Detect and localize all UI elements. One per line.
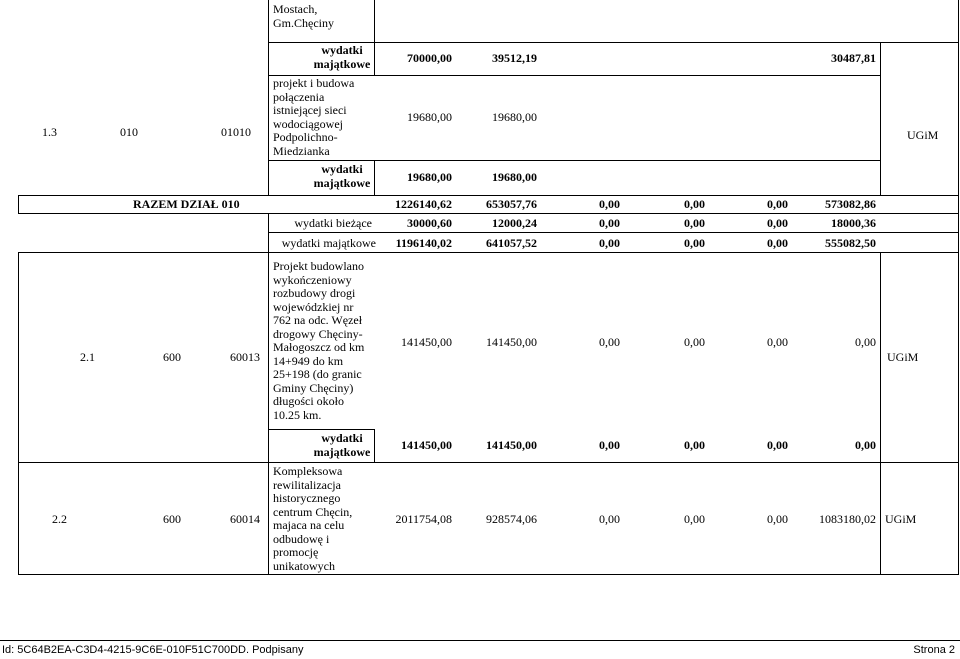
- value-cell: 141450,00: [401, 438, 452, 452]
- value-cell: 0,00: [767, 438, 788, 452]
- task-description: projekt i budowa połączenia istniejącej sieci wodociągowej Podpolichno-Miedzianka: [273, 76, 355, 158]
- value-cell: 0,00: [599, 236, 620, 250]
- wydatki-majatkowe-label: wydatki majątkowe: [313, 162, 371, 190]
- wydatki-majatkowe-label: wydatki majątkowe: [313, 431, 371, 459]
- value-cell: 12000,24: [492, 216, 537, 230]
- value-cell: 141450,00: [486, 438, 537, 452]
- value-cell: 19680,00: [492, 170, 537, 184]
- value-cell: 1226140,62: [395, 197, 452, 211]
- footer-page: Strona 2: [913, 644, 955, 656]
- value-cell: 0,00: [855, 335, 876, 349]
- value-cell: 0,00: [599, 216, 620, 230]
- value-cell: 0,00: [684, 197, 705, 211]
- value-cell: 19680,00: [407, 110, 452, 124]
- value-cell: 19680,00: [407, 170, 452, 184]
- dzial-cell: 600: [163, 350, 181, 364]
- value-cell: 0,00: [767, 197, 788, 211]
- dzial-cell: 600: [163, 512, 181, 526]
- value-cell: 18000,36: [831, 216, 876, 230]
- value-cell: 0,00: [684, 438, 705, 452]
- wydatki-biezace-label: wydatki bieżące: [294, 216, 372, 230]
- value-cell: 141450,00: [486, 335, 537, 349]
- value-cell: 0,00: [684, 236, 705, 250]
- value-cell: 0,00: [599, 438, 620, 452]
- task-description: Kompleksowa rewilitalizacja historycznego centrum Chęcin, majaca na celu odbudowę i promocję unikatowych: [273, 464, 353, 573]
- value-cell: 0,00: [599, 335, 620, 349]
- value-cell: 1196140,02: [395, 236, 452, 250]
- lp-cell: 1.3: [42, 125, 57, 139]
- unit-cell: UGiM: [907, 128, 939, 142]
- value-cell: 0,00: [767, 236, 788, 250]
- value-cell: 0,00: [684, 512, 705, 526]
- value-cell: 2011754,08: [395, 512, 452, 526]
- rozdzial-cell: 01010: [221, 125, 251, 139]
- value-cell: 555082,50: [825, 236, 876, 250]
- value-cell: 19680,00: [492, 110, 537, 124]
- razem-label: RAZEM DZIAŁ 010: [133, 197, 240, 211]
- value-cell: 573082,86: [825, 197, 876, 211]
- value-cell: 0,00: [684, 216, 705, 230]
- lp-cell: 2.1: [80, 350, 95, 364]
- lp-cell: 2.2: [52, 512, 67, 526]
- wydatki-majatkowe-label: wydatki majątkowe: [313, 43, 371, 71]
- value-cell: 641057,52: [486, 236, 537, 250]
- rozdzial-cell: 60014: [230, 512, 260, 526]
- value-cell: 0,00: [684, 335, 705, 349]
- unit-cell: UGiM: [885, 512, 917, 526]
- footer-id: Id: 5C64B2EA-C3D4-4215-9C6E-010F51C700DD. Podpisany: [2, 644, 304, 656]
- task-description: Projekt budowlano wykończeniowy rozbudowy drogi wojewódzkiej nr 762 na odc. Węzeł drogowy Chęciny-Małogoszcz od km 14+949 do km 25+198 (do granic Gminy Chęciny) długości około 10.25 km.: [273, 259, 365, 422]
- value-cell: 30487,81: [831, 51, 876, 65]
- value-cell: 1083180,02: [819, 512, 876, 526]
- value-cell: 928574,06: [486, 512, 537, 526]
- value-cell: 0,00: [767, 335, 788, 349]
- value-cell: 141450,00: [401, 335, 452, 349]
- location-text: Mostach, Gm.Chęciny: [273, 2, 334, 30]
- value-cell: 0,00: [855, 438, 876, 452]
- wydatki-majatkowe-total-label: wydatki majątkowe: [281, 236, 376, 250]
- dzial-cell: 010: [120, 125, 138, 139]
- value-cell: 0,00: [599, 197, 620, 211]
- value-cell: 0,00: [599, 512, 620, 526]
- unit-cell: UGiM: [887, 350, 919, 364]
- rozdzial-cell: 60013: [230, 350, 260, 364]
- value-cell: 653057,76: [486, 197, 537, 211]
- value-cell: 0,00: [767, 216, 788, 230]
- value-cell: 30000,60: [407, 216, 452, 230]
- value-cell: 39512,19: [492, 51, 537, 65]
- value-cell: 0,00: [767, 512, 788, 526]
- value-cell: 70000,00: [407, 51, 452, 65]
